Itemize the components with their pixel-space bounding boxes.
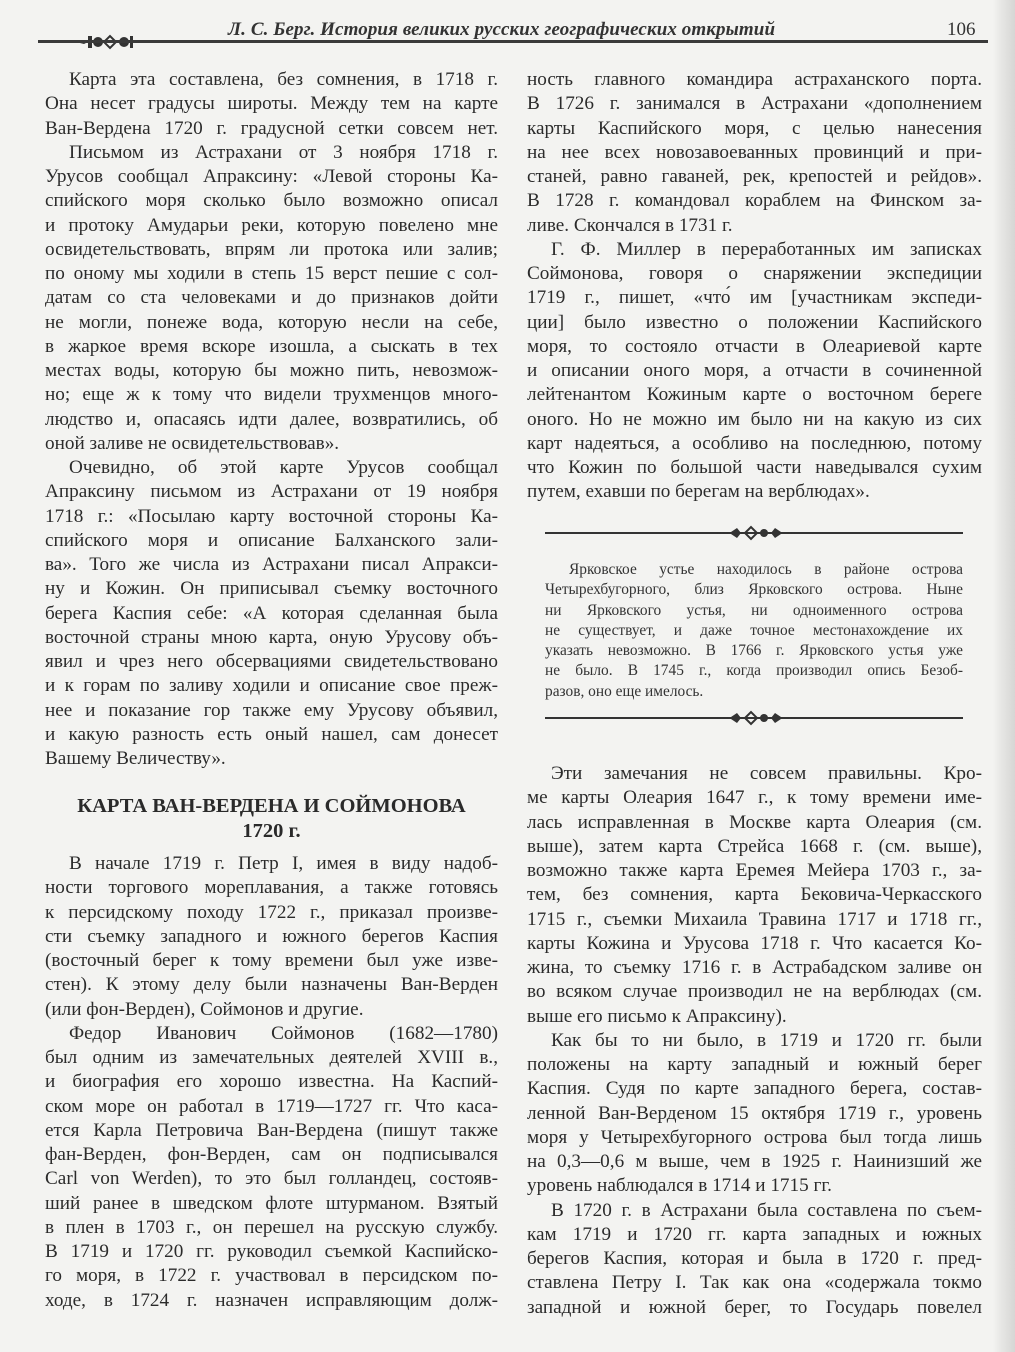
- text-line: Ярковское устье находилось в районе острова: [569, 561, 963, 578]
- left-column: [45, 68, 498, 771]
- text-line: В 1719 и 1720 гг. руководил съемкой Каспийско-: [45, 1241, 498, 1262]
- text-line: ции] было известно о положении Каспийского: [527, 311, 982, 333]
- text-line: (восточный берег к тому времени был уже изве-: [45, 950, 498, 971]
- paragraph: [527, 1029, 982, 1199]
- text-line: и к горам по заливу ходили и описание свое преж-: [45, 675, 498, 697]
- text-line: В 1720 г. в Астрахани была составлена по съем-: [551, 1199, 982, 1221]
- right-column: [527, 68, 982, 505]
- page-number: 106: [947, 19, 976, 40]
- text-line: Каспия. Судя по карте западного берега, состав-: [527, 1078, 982, 1100]
- text-line: во всяком случае производил не на верблюдах (см.: [527, 981, 982, 1003]
- text-line: что Кожин по большой части наведывался сухим: [527, 457, 982, 478]
- text-line: положены на карту западный и южный берег: [527, 1054, 982, 1075]
- paragraph: [527, 238, 982, 505]
- text-line: лейтенантом Кожиным карте о восточном береге: [527, 384, 982, 406]
- text-line: карт надеяться, а особливо на последнюю, потому: [527, 432, 982, 454]
- text-line: В 1728 г. командовал кораблем на Финском за-: [527, 190, 982, 212]
- text-line: стен). К этому делу были назначены Ван-Верден: [45, 974, 498, 996]
- text-line: ставлена Петру I. Так как она «содержала токмо: [527, 1272, 982, 1294]
- text-line: тем, без сомнения, карта Бековича-Черкасского: [527, 884, 982, 906]
- text-line: ну и Кожин. Он приписывал съемку восточного: [45, 578, 498, 600]
- text-line: Четырехбугорного, близ Ярковского острова. Ныне: [545, 581, 963, 599]
- text-line: станей, равно гаваней, рек, крепостей и рейдов».: [527, 166, 982, 187]
- text-line: Как бы то ни было, в 1719 и 1720 гг. были: [551, 1029, 982, 1051]
- text-line: 1715 г., съемки Михаила Травина 1717 и 1718 гг.,: [527, 908, 982, 930]
- paragraph: [527, 68, 982, 238]
- paragraph: [45, 68, 498, 141]
- text-line: разов, оно еще имелось.: [545, 682, 704, 700]
- text-line: уровень наблюдался в 1714 и 1715 гг.: [527, 1175, 832, 1197]
- text-line: явил и чрез него обсервациями свидетельствовано: [45, 651, 498, 672]
- paragraph: [45, 1022, 498, 1313]
- text-line: Карта эта составлена, без сомнения, в 1718 г.: [69, 69, 498, 90]
- text-line: и какую разность есть оный нашел, сам донесет: [45, 723, 498, 745]
- header-rule: [38, 40, 988, 43]
- text-line: (или фон-Верден), Соймонов и другие.: [45, 998, 364, 1020]
- paragraph: [45, 852, 498, 1022]
- text-line: восточной страны мною карта, оную Урусову объ-: [45, 626, 498, 648]
- text-line: спийского моря и описание Балханского зали-: [45, 529, 498, 551]
- text-line: Эти замечания не совсем правильны. Кро-: [551, 763, 982, 784]
- text-line: моря у Четырехбугорного острова был тогда лишь: [527, 1126, 982, 1148]
- text-line: сти съемку западного и южного берегов Каспия: [45, 925, 498, 947]
- ornament-icon: [717, 525, 795, 541]
- text-line: ленной Ван-Верденом 15 октября 1719 г., уровень: [527, 1102, 982, 1124]
- text-line: западной и южной берег, то Государь повелел: [527, 1296, 982, 1318]
- text-line: ется Карла Петровича Ван-Вердена (пишут также: [45, 1119, 498, 1141]
- text-line: карты Каспийского моря, с целью нанесения: [527, 117, 982, 139]
- left-column-lower: [45, 852, 498, 1313]
- text-line: карты Кожина и Урусова 1718 г. Что касается Ко-: [527, 932, 982, 954]
- text-line: Г. Ф. Миллер в переработанных им записках: [551, 238, 982, 260]
- paragraph: [45, 141, 498, 456]
- section-heading: [45, 794, 498, 844]
- text-line: 1718 г.: «Посылаю карту восточной стороны Ка-: [45, 505, 498, 527]
- text-line: не было. В 1745 г., когда производил опись Безоб-: [545, 662, 963, 680]
- text-line: не существует, и даже точное местонахождение их: [545, 621, 963, 639]
- text-line: путем, ехавши по берегам на верблюдах».: [527, 481, 870, 503]
- text-line: ме карты Олеария 1647 г., к тому времени име-: [527, 787, 982, 809]
- text-line: был одним из замечательных деятелей XVIII в.,: [45, 1047, 498, 1068]
- text-line: Урусов сообщал Апраксину: «Левой стороны Ка-: [45, 166, 498, 187]
- text-line: спийского моря сколько было возможно описал: [45, 190, 498, 212]
- text-line: ни Ярковского устья, ни одноименного острова: [545, 601, 963, 619]
- text-line: возможно также карта Еремея Мейера 1703 г., за-: [527, 860, 982, 881]
- text-line: выше его письмо к Апраксину).: [527, 1005, 787, 1027]
- text-line: Федор Иванович Соймонов (1682—1780): [69, 1022, 498, 1044]
- section-heading-line: 1720 г.: [242, 820, 301, 842]
- text-line: ском море он работал в 1719—1727 гг. Что каса-: [45, 1095, 498, 1117]
- text-line: Вашему Величеству».: [45, 748, 226, 769]
- text-line: ходе, в 1724 г. назначен исправляющим долж-: [45, 1289, 498, 1311]
- text-line: го моря, в 1722 г. участвовал в персидском по-: [45, 1265, 498, 1287]
- text-line: лась исправленная в Москве карта Олеария (см.: [527, 811, 982, 833]
- text-line: не могли, понеже вода, которую несли на себе,: [45, 311, 498, 333]
- text-line: в плен в 1703 г., он перешел на русскую службу.: [45, 1216, 498, 1238]
- text-line: моря, то состояло отчасти в Олеариевой карте: [527, 335, 982, 357]
- text-line: ности торгового мореплавания, а также готовясь: [45, 877, 498, 899]
- text-line: ва». Того же числа из Астрахани писал Апракси-: [45, 554, 498, 575]
- text-line: оного. Но не можно им было ни на какую из сих: [527, 408, 982, 430]
- text-line: 1719 г., пишет, «что́ им [участникам экспеди-: [527, 287, 982, 309]
- paragraph: [527, 762, 982, 1029]
- text-line: и протоку Амударьи реки, которую повелено мне: [45, 214, 498, 236]
- text-line: В 1726 г. занимался в Астрахани «дополнением: [527, 93, 982, 115]
- footnote-box: [527, 520, 982, 725]
- paragraph: [527, 1199, 982, 1320]
- text-line: жина, то съемку 1716 г. в Астрабадском заливе он: [527, 957, 982, 978]
- text-line: Carl von Werden), то это был голландец, состояв-: [45, 1168, 498, 1190]
- text-line: но; еще ж к тому что видели трухменцов много-: [45, 384, 498, 406]
- text-line: Ван-Вердена 1720 г. градусной сетки совсем нет.: [45, 117, 498, 139]
- text-line: по оному мы ходили в степь 15 верст пешие с сол-: [45, 263, 498, 284]
- text-line: В начале 1719 г. Петр I, имея в виду надоб-: [69, 853, 498, 874]
- text-line: освидетельствовать, впрям ли протока или залив;: [45, 238, 498, 260]
- text-line: фан-Верден, фон-Верден, сам он подписывался: [45, 1144, 498, 1165]
- text-line: выше), затем карта Стрейса 1668 г. (см. выше),: [527, 835, 982, 857]
- text-line: кам 1719 и 1720 гг. карта западных и южных: [527, 1223, 982, 1245]
- text-line: ший ранее в шведском флоте штурманом. Взятый: [45, 1192, 498, 1214]
- text-line: нее и показание гор также ему Урусову объявил,: [45, 699, 498, 721]
- running-title: Л. С. Берг. История великих русских географических открытий: [228, 19, 776, 40]
- text-line: местах воды, которую бы можно пить, невозмож-: [45, 360, 498, 381]
- text-line: оной заливе не освидетельствовав».: [45, 432, 340, 454]
- text-line: Апраксину письмом из Астрахани от 19 ноября: [45, 481, 498, 503]
- section-heading-line: КАРТА ВАН-ВЕРДЕНА И СОЙМОНОВА: [77, 795, 466, 817]
- ornament-icon: [717, 710, 795, 726]
- text-line: датам со ста человеками и до признаков дойти: [45, 287, 498, 309]
- text-line: Она несет градусы широты. Между тем на карте: [45, 93, 498, 115]
- page-edge-shadow: [993, 0, 1015, 1352]
- text-line: берега Каспия себе: «А которая сделанная была: [45, 602, 498, 624]
- text-line: в жаркое время вскоре изошла, а сыскать в тех: [45, 335, 498, 357]
- text-line: ливе. Скончался в 1731 г.: [527, 214, 733, 236]
- text-line: ность главного командира астраханского порта.: [527, 69, 982, 90]
- text-line: и описании оного моря, а отчасти в сочиненной: [527, 360, 982, 381]
- text-line: людство и, опасаясь идти далее, возвратились, об: [45, 408, 498, 430]
- text-line: указать невозможно. В 1766 г. Ярковского устья уже: [545, 642, 963, 660]
- right-column-lower: [527, 762, 982, 1320]
- paragraph: [45, 456, 498, 771]
- footnote-text: [545, 560, 963, 702]
- running-header: [0, 0, 1015, 50]
- text-line: берегов Каспия, которая и была в 1720 г. пред-: [527, 1248, 982, 1269]
- text-line: Соймонова, говоря о снаряжении экспедиции: [527, 263, 982, 284]
- text-line: и биография его хорошо известна. На Каспий-: [45, 1071, 498, 1093]
- text-line: Очевидно, об этой карте Урусов сообщал: [69, 457, 498, 478]
- text-line: к персидскому походу 1722 г., приказал произве-: [45, 901, 498, 923]
- text-line: на 0,3—0,6 м выше, чем в 1925 г. Наинизший же: [527, 1151, 982, 1172]
- text-line: Письмом из Астрахани от 3 ноября 1718 г.: [69, 141, 498, 163]
- text-line: на нее всех новозавоеванных провинций и при-: [527, 141, 982, 163]
